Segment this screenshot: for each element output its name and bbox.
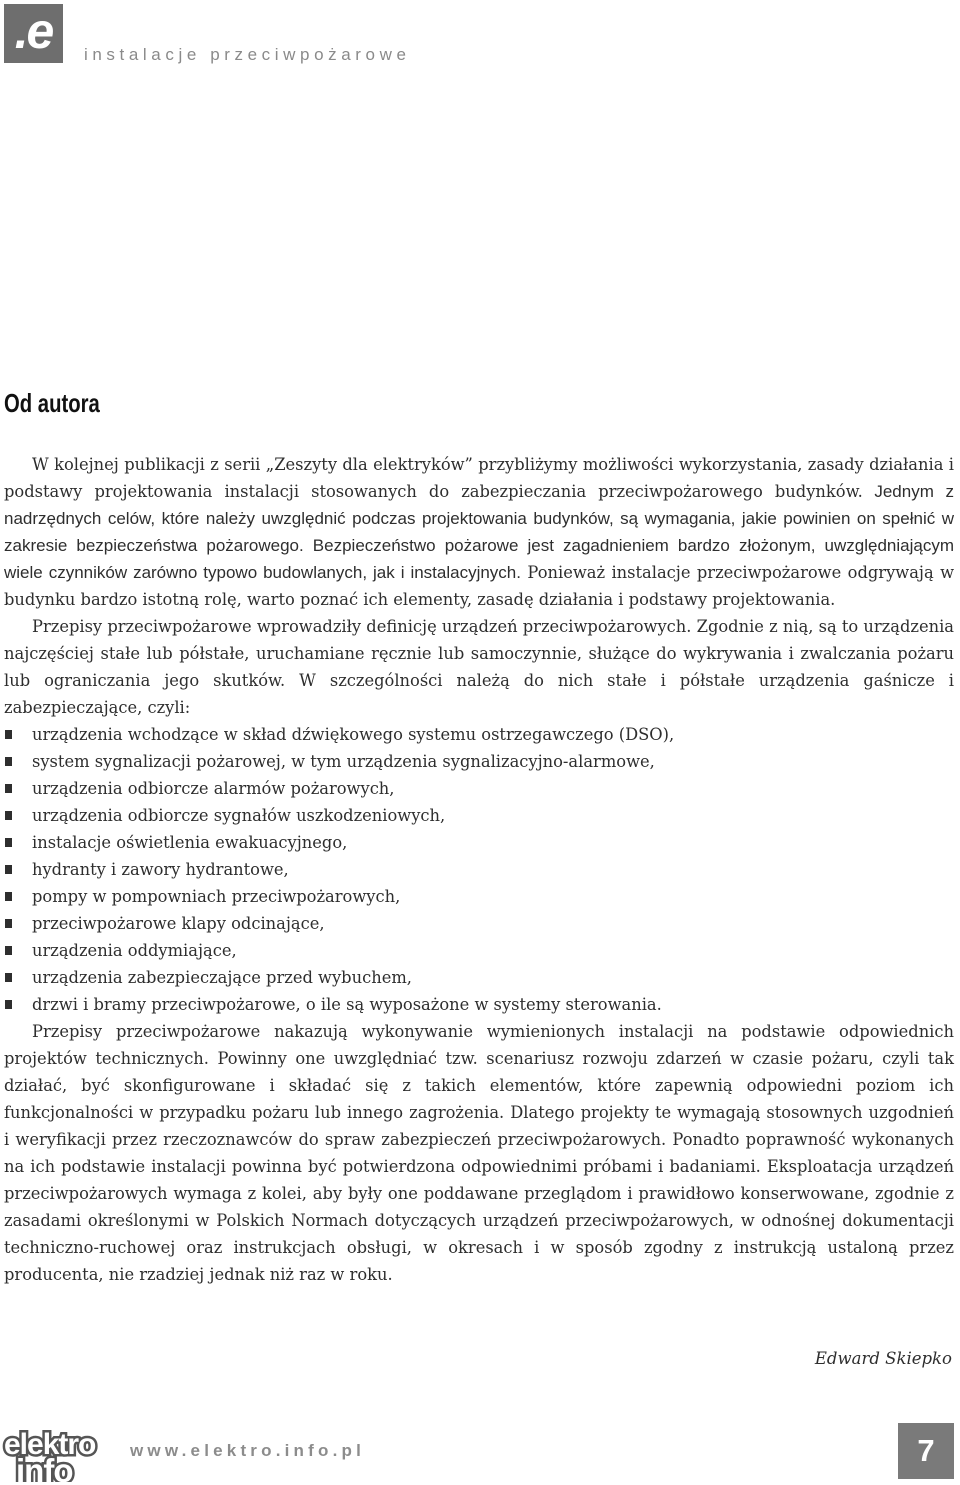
list-item: urządzenia wchodzące w skład dźwiękowego systemu ostrzegawczego (DSO), [4, 721, 954, 748]
sentence: Zgodnie z nią, są to urządzenia najczęściej stałe lub półstałe, uruchamiane ręcznie lub samoczynnie, służące do wykrywania i zwalczania pożaru lub ograniczania jego skutków. [4, 617, 954, 690]
sentence: Ponieważ instalacje przeciwpożarowe odgrywają w budynku bardzo istotną rolę, warto poznać ich elementy, zasadę działania i podstawy projektowania. [4, 563, 955, 609]
header-title: instalacje przeciwpożarowe [84, 45, 411, 64]
paragraph-definition [4, 613, 954, 721]
section-title: Od autora [4, 388, 100, 418]
sentence: Przepisy przeciwpożarowe wprowadziły definicję urządzeń przeciwpożarowych. [32, 617, 692, 636]
sentence: W kolejnej publikacji z serii „Zeszyty dla elektryków” przybliżymy możliwości wykorzystania, zasady działania i podstawy projektowania instalacji stosowanych do zabezpieczania przeciwpożarowego budynków. [4, 455, 954, 501]
list-item: urządzenia zabezpieczające przed wybuchem, [4, 964, 954, 991]
list-item: drzwi i bramy przeciwpożarowe, o ile są wyposażone w systemy sterowania. [4, 991, 954, 1018]
list-item: hydranty i zawory hydrantowe, [4, 856, 954, 883]
list-item: system sygnalizacji pożarowej, w tym urządzenia sygnalizacyjno-alarmowe, [4, 748, 954, 775]
article-body [4, 451, 954, 1288]
publication-logo: .e [4, 4, 63, 63]
logo-text-bottom: info [16, 1452, 73, 1482]
list-item: urządzenia odbiorcze sygnałów uszkodzeniowych, [4, 802, 954, 829]
device-list [4, 721, 954, 1018]
page-number: 7 [898, 1423, 954, 1479]
list-item: instalacje oświetlenia ewakuacyjnego, [4, 829, 954, 856]
logo-text-top: elektro [4, 1428, 96, 1461]
list-item: urządzenia odbiorcze alarmów pożarowych, [4, 775, 954, 802]
paragraph-intro [4, 451, 954, 613]
paragraph-requirements: Przepisy przeciwpożarowe nakazują wykonywanie wymienionych instalacji na podstawie odpowiednich projektów technicznych. Powinny one uwzględniać tzw. scenariusz rozwoju zdarzeń w czasie pożaru, czyli tak działać, być skonfigurowane i składać się z takich elementów, które zapewnią odpowiedni poziom ich funkcjonalności w przypadku pożaru lub innego zagrożenia. Dlatego projekty te wymagają stosownych uzgodnień i weryfikacji przez rzeczoznawców do spraw zabezpieczeń przeciwpożarowych. Ponadto poprawność wykonanych na ich podstawie instalacji powinna być potwierdzona odpowiednimi próbami i badaniami. Eksploatacja urządzeń przeciwpożarowych wymaga z kolei, aby były one poddawane przeglądom i prawidłowo konserwowane, zgodnie z zasadami określonymi w Polskich Normach dotyczących urządzeń przeciwpożarowych, w odnośnej dokumentacji techniczno-ruchowej oraz instrukcjach obsługi, w okresach i w sposób zgodny z instrukcją ustaloną przez producenta, nie rzadziej jednak niż raz w roku. [4, 1022, 954, 1284]
elektro-info-logo [2, 1424, 112, 1482]
list-item: urządzenia oddymiające, [4, 937, 954, 964]
sentence: W szczególności należą do nich stałe i półstałe urządzenia gaśnicze i zabezpieczające, czyli: [4, 671, 954, 717]
website-link[interactable]: www.elektro.info.pl [130, 1441, 366, 1460]
list-item: pompy w pompowniach przeciwpożarowych, [4, 883, 954, 910]
list-item: przeciwpożarowe klapy odcinające, [4, 910, 954, 937]
sentence: Jednym z nadrzędnych celów, które należy uwzględnić podczas projektowania budynków, są wymagania, jakie powinien on spełnić w zakresie bezpieczeństwa pożarowego. [4, 482, 954, 555]
author-signature: Edward Skiepko [814, 1349, 952, 1368]
sentence: Bezpieczeństwo pożarowe jest zagadnieniem bardzo złożonym, uwzględniającym wiele czynników zarówno typowo budowlanych, jak i instalacyjnych. [4, 536, 954, 582]
